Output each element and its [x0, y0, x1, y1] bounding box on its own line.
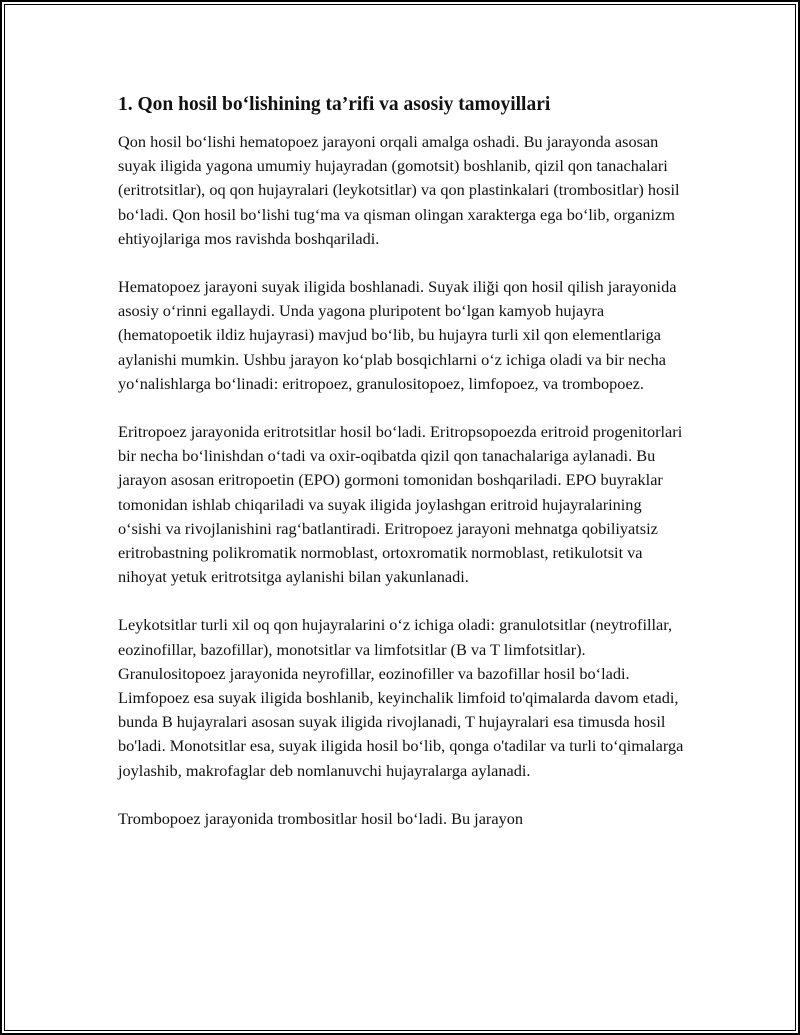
- paragraph-leukocytes: Leykotsitlar turli xil oq qon hujayralarini o‘z ichiga oladi: granulotsitlar (neytrofillar, eozinofillar, bazofillar), monotsitlar va limfotsitlar (B va T limfotsitlar). Granulositopoez jarayonida neyrofillar, eozinofiller va bazofillar hosil bo‘ladi. Limfopoez esa suyak iligida boshlanib, keyinchalik limfoid to'qimalarda davom etadi, bunda B hujayralari asosan suyak iligida rivojlanadi, T hujayralari esa timusda hosil bo'ladi. Monotsitlar esa, suyak iligida hosil bo‘lib, qonga o'tadilar va turli to‘qimalarga joylashib, makrofaglar deb nomlanuvchi hujayralarga aylanadi.: [118, 615, 684, 780]
- paragraph-bone-marrow: Hematopoez jarayoni suyak iligida boshlanadi. Suyak iliği qon hosil qilish jarayonida asosiy o‘rinni egallaydi. Unda yagona pluripotent bo‘lgan kamyob hujayra (hematopoetik ildiz hujayrasi) mavjud bo‘lib, bu hujayra turli xil qon elementlariga aylanishi mumkin. Ushbu jarayon ko‘plab bosqichlarni o‘z ichiga oladi va bir necha yo‘nalishlarga bo‘linadi: eritropoez, granulositopoez, limfopoez, va trombopoez.: [118, 277, 677, 393]
- paragraph-thrombopoiesis: Trombopoez jarayonida trombositlar hosil bo‘ladi. Bu jarayon: [118, 808, 524, 828]
- section-heading: 1. Qon hosil bo‘lishining ta’rifi va asosiy tamoyillari: [118, 94, 551, 115]
- document-body: [118, 92, 688, 855]
- paragraph-hematopoiesis-intro: Qon hosil bo‘lishi hematopoez jarayoni orqali amalga oshadi. Bu jarayonda asosan suyak iligida yagona umumiy hujayradan (gomotsit) boshlanib, qizil qon tanachalari (eritrotsitlar), oq qon hujayralari (leykotsitlar) va qon plastinkalari (trombositlar) hosil bo‘ladi. Qon hosil bo‘lishi tug‘ma va qisman olingan xarakterga ega bo‘lib, organizm ehtiyojlariga mos ravishda boshqariladi.: [118, 132, 680, 248]
- paragraph-erythropoiesis: Eritropoez jarayonida eritrotsitlar hosil bo‘ladi. Eritropsopoezda eritroid progenitorlari bir necha bo‘linishdan o‘tadi va oxir-oqibatda qizil qon tanachalariga aylanadi. Bu jarayon asosan eritropoetin (EPO) gormoni tomonidan boshqariladi. EPO buyraklar tomonidan ishlab chiqariladi va suyak iligida joylashgan eritroid hujayralarining o‘sishi va rivojlanishini rag‘batlantiradi. Eritropoez jarayoni mehnatga qobiliyatsiz eritrobastning polikromatik normoblast, ortoxromatik normoblast, retikulotsit va nihoyat yetuk eritrotsitga aylanishi bilan yakunlanadi.: [118, 422, 683, 587]
